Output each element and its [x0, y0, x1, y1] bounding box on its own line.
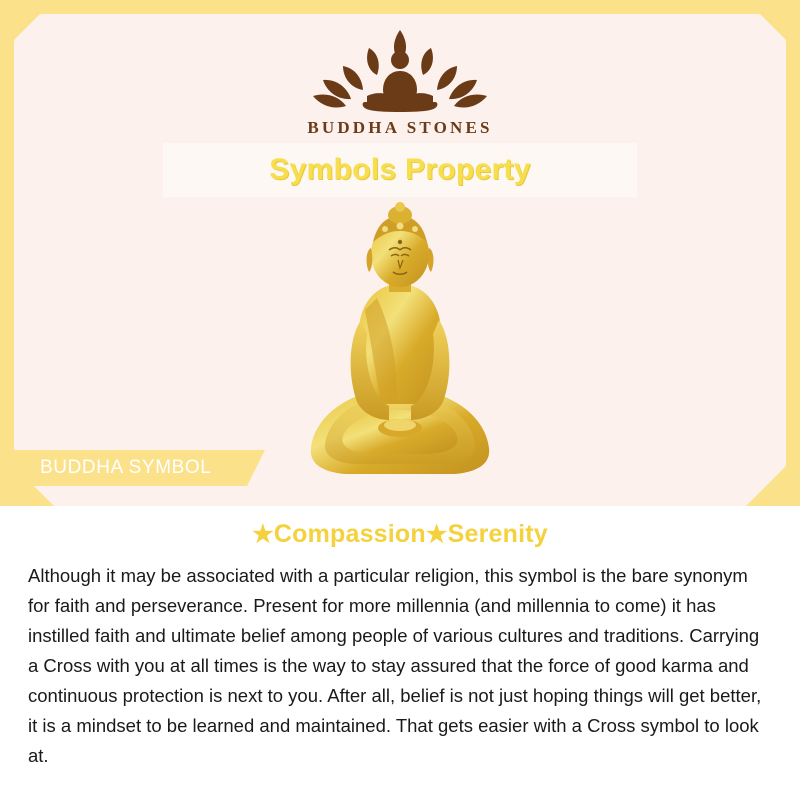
page-title: Symbols Property — [269, 153, 531, 186]
title-band — [163, 143, 637, 197]
frame-top-bar — [0, 0, 800, 14]
content-subtitle — [0, 520, 800, 549]
hero-image — [0, 198, 800, 488]
star-icon-right: ★ — [425, 521, 448, 548]
star-icon-left: ★ — [252, 521, 274, 548]
subtitle-word-compassion: Compassion — [273, 520, 426, 548]
subtitle-word-serenity: Serenity — [447, 520, 548, 548]
ribbon-label: BUDDHA SYMBOL — [40, 457, 212, 478]
brand-name: BUDDHA STONES — [307, 118, 493, 137]
content-paragraph: Although it may be associated with a particular religion, this symbol is the bare synonym for faith and perseverance. Present for more millennia (and millennia to come) it has instilled faith and ultimate belief among people of various cultures and traditions. Carrying a Cross with you at all times is the way to stay assured that the force of good karma and continuous protection is next to you. After all, belief is not just hoping things will get better, it is a mindset to be learned and maintained. That gets easier with a Cross symbol to look at. — [28, 565, 762, 766]
seated-buddha-icon — [285, 198, 515, 483]
content-section — [0, 506, 800, 800]
lotus-meditation-icon — [305, 22, 495, 114]
section-ribbon — [14, 450, 247, 486]
brand-logo — [0, 22, 800, 138]
